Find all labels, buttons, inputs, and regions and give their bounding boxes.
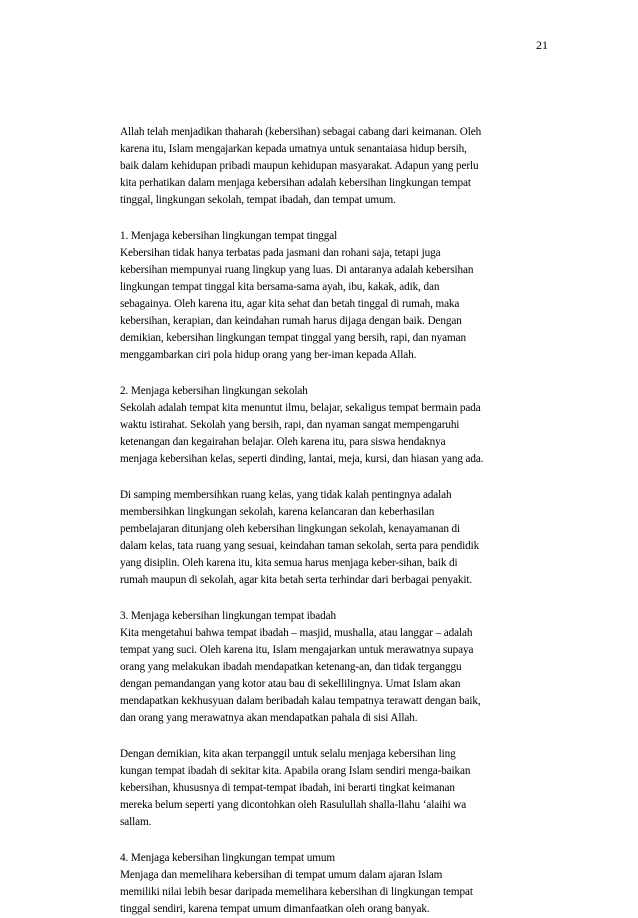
text-line: sebagainya. Oleh karena itu, agar kita sehat dan betah tinggal di rumah, maka	[120, 298, 460, 310]
text-line: demikian, kebersihan lingkungan tempat tinggal yang bersih, rapi, dan nyaman	[120, 332, 466, 344]
text-line: ketenangan dan kegairahan belajar. Oleh karena itu, para siswa hendaknya	[120, 436, 446, 448]
section-3-paragraph	[120, 608, 550, 727]
section-1-paragraph	[120, 228, 550, 364]
section-3-heading: 3. Menjaga kebersihan lingkungan tempat ibadah	[120, 610, 336, 622]
section-4-heading: 4. Menjaga kebersihan lingkungan tempat umum	[120, 852, 335, 864]
text-line: memiliki nilai lebih besar daripada memelihara kebersihan di lingkungan tempat	[120, 886, 473, 898]
text-line: kebersihan, khususnya di tempat-tempat ibadah, ini berarti tingkat keimanan	[120, 782, 455, 794]
text-line: waktu istirahat. Sekolah yang bersih, rapi, dan nyaman sangat mempengaruhi	[120, 419, 460, 431]
document-body	[120, 124, 550, 918]
text-line: lingkungan tempat tinggal kita bersama-sama ayah, ibu, kakak, adik, dan	[120, 281, 440, 293]
text-line: membersihkan lingkungan sekolah, karena kelancaran dan keberhasilan	[120, 506, 435, 518]
text-line: kebersihan, kerapian, dan keindahan rumah harus dijaga dengan baik. Dengan	[120, 315, 462, 327]
section-1-heading: 1. Menjaga kebersihan lingkungan tempat tinggal	[120, 230, 338, 242]
text-line: rumah maupun di sekolah, agar kita betah serta terhindar dari berbagai penyakit.	[120, 574, 473, 586]
text-line: tinggal sendiri, karena tempat umum dimanfaatkan oleh orang banyak.	[120, 903, 430, 915]
text-line: kebersihan mempunyai ruang lingkup yang luas. Di antaranya adalah kebersihan	[120, 264, 474, 276]
section-4-paragraph	[120, 850, 550, 918]
text-line: Kita mengetahui bahwa tempat ibadah – masjid, mushalla, atau langgar – adalah	[120, 627, 473, 639]
text-line: Di samping membersihkan ruang kelas, yang tidak kalah pentingnya adalah	[120, 489, 452, 501]
text-line: menggambarkan ciri pola hidup orang yang ber-iman kepada Allah.	[120, 349, 417, 361]
text-line: karena itu, Islam mengajarkan kepada umatnya untuk senantaiasa hidup bersih,	[120, 143, 467, 155]
section-2-paragraph	[120, 383, 550, 468]
text-line: mendapatkan kekhusyuan dalam beribadah kalau tempatnya terawatt dengan baik,	[120, 695, 481, 707]
text-line: Kebersihan tidak hanya terbatas pada jasmani dan rohani saja, tetapi juga	[120, 247, 441, 259]
text-line: Allah telah menjadikan thaharah (kebersihan) sebagai cabang dari keimanan. Oleh	[120, 126, 482, 138]
section-2-continued-paragraph	[120, 487, 550, 589]
text-line: pembelajaran ditunjang oleh kebersihan lingkungan sekolah, kenayamanan di	[120, 523, 461, 535]
text-line: tinggal, lingkungan sekolah, tempat ibadah, dan tempat umum.	[120, 194, 396, 206]
text-line: Sekolah adalah tempat kita menuntut ilmu, belajar, sekaligus tempat bermain pada	[120, 402, 481, 414]
text-line: kita perhatikan dalam menjaga kebersihan adalah kebersihan lingkungan tempat	[120, 177, 471, 189]
text-line: Dengan demikian, kita akan terpanggil untuk selalu menjaga kebersihan ling	[120, 748, 456, 760]
section-2-heading: 2. Menjaga kebersihan lingkungan sekolah	[120, 385, 308, 397]
page-number: 21	[536, 38, 548, 52]
text-line: kungan tempat ibadah di sekitar kita. Apabila orang Islam sendiri menga-baikan	[120, 765, 471, 777]
intro-paragraph	[120, 124, 550, 209]
text-line: menjaga kebersihan kelas, seperti dinding, lantai, meja, kursi, dan hiasan yang ada.	[120, 453, 484, 465]
text-line: dalam kelas, tata ruang yang sesuai, keindahan taman sekolah, serta para pendidik	[120, 540, 480, 552]
text-line: tempat yang suci. Oleh karena itu, Islam mengajarkan untuk merawatnya supaya	[120, 644, 474, 656]
text-line: sallam.	[120, 816, 152, 828]
text-line: Menjaga dan memelihara kebersihan di tempat umum dalam ajaran Islam	[120, 869, 443, 881]
text-line: dan orang yang merawatnya akan mendapatkan pahala di sisi Allah.	[120, 712, 418, 724]
text-line: baik dalam kehidupan pribadi maupun kehidupan masyarakat. Adapun yang perlu	[120, 160, 479, 172]
text-line: mereka belum seperti yang dicontohkan oleh Rasulullah shalla-llahu ‘alaihi wa	[120, 799, 467, 811]
section-3-continued-paragraph	[120, 746, 550, 831]
text-line: dengan pemandangan yang kotor atau bau di sekellilingnya. Umat Islam akan	[120, 678, 461, 690]
text-line: orang yang melakukan ibadah mendapatkan ketenang-an, dan tidak terganggu	[120, 661, 462, 673]
text-line: yang disiplin. Oleh karena itu, kita semua harus menjaga keber-sihan, baik di	[120, 557, 458, 569]
